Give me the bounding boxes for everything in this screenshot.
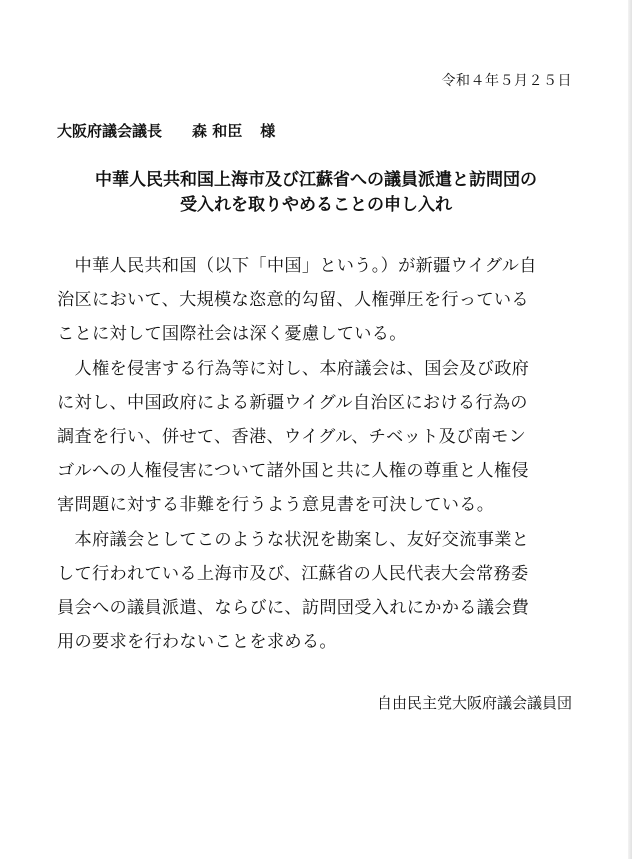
body-line: に対し、中国政府による新疆ウイグル自治区における行為の xyxy=(57,392,528,413)
body-line: 人権を侵害する行為等に対し、本府議会は、国会及び政府 xyxy=(57,358,530,379)
body-line: 用の要求を行わないことを求める。 xyxy=(57,632,337,653)
body-line: 調査を行い、併せて、香港、ウイグル、チベット及び南モン xyxy=(57,426,527,447)
page-edge-shadow xyxy=(628,0,632,859)
body-line: 治区において、大規模な恣意的勾留、人権弾圧を行っている xyxy=(57,290,529,311)
addressee-surname: 森 xyxy=(192,122,208,140)
addressee xyxy=(57,120,275,141)
signature: 自由民主党大阪府議会議員団 xyxy=(376,694,572,712)
body-line: ことに対して国際社会は深く憂慮している。 xyxy=(57,324,407,345)
body-line: 本府議会としてこのような状況を勘案し、友好交流事業と xyxy=(57,529,530,550)
document-title xyxy=(40,168,592,218)
title-line: 中華人民共和国上海市及び江蘇省への議員派遣と訪問団の xyxy=(95,170,537,190)
body-line: して行われている上海市及び、江蘇省の人民代表大会常務委 xyxy=(57,563,529,584)
document-body xyxy=(57,249,597,659)
body-line: 中華人民共和国（以下「中国」という。）が新疆ウイグル自 xyxy=(57,256,537,276)
body-line: 員会への議員派遣、ならびに、訪問団受入れにかかる議会費 xyxy=(57,597,530,618)
document-date: 令和４年５月２５日 xyxy=(441,73,572,89)
body-line: ゴルへの人権侵害について諸外国と共に人権の尊重と人権侵 xyxy=(57,461,529,482)
addressee-given-name: 和臣 xyxy=(212,122,243,140)
body-line: 害問題に対する非難を行うよう意見書を可決している。 xyxy=(57,495,495,516)
title-line: 受入れを取りやめることの申し入れ xyxy=(180,195,452,215)
addressee-title: 大阪府議会議長 xyxy=(57,122,163,140)
addressee-honorific: 様 xyxy=(260,122,276,140)
